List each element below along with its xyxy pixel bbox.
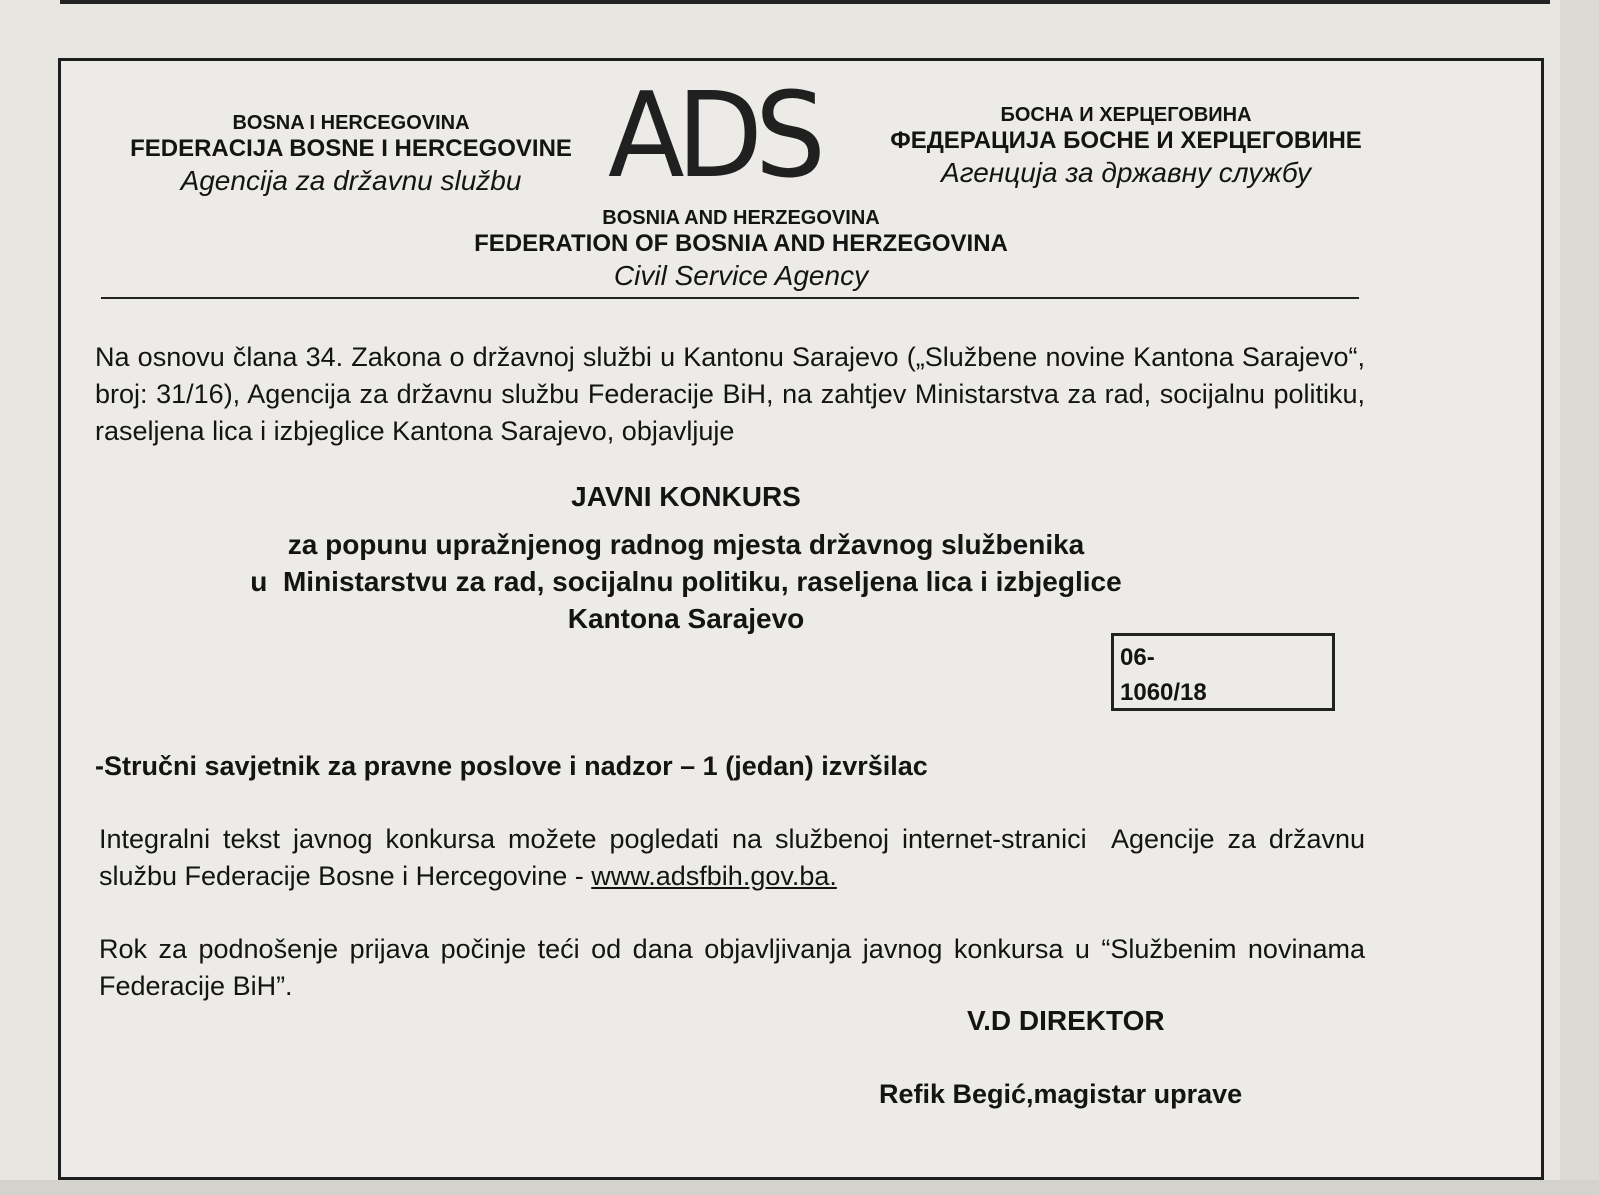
header-divider (101, 297, 1359, 299)
announcement-subtitle (221, 526, 1151, 637)
integral-text: Integralni tekst javnog konkursa možete pogledati na službenoj internet-stranici Agencije za državnu službu Federacije Bosne i Hercegovine - (99, 824, 1373, 891)
header-right-federation: ФЕДЕРАЦИЈА БОСНЕ И ХЕРЦЕГОВИНЕ (890, 127, 1362, 154)
header-center-agency: Civil Service Agency (613, 259, 869, 291)
bottom-edge (0, 1180, 1599, 1195)
announcement-box (58, 58, 1544, 1180)
header-center-english (401, 206, 1081, 292)
header-right-cyrillic (861, 103, 1391, 189)
position-title: -Stručni savjetnik za pravne poslove i nadzor – 1 (jedan) izvršilac (95, 751, 928, 781)
intro-paragraph: Na osnovu člana 34. Zakona o državnoj službi u Kantonu Sarajevo („Službene novine Kantona Sarajevo“, broj: 31/16), Agencija za državnu službu Federacije BiH, na zahtjev Ministarstva za rad, socijalnu politiku, raseljena lica i izbjeglice Kantona Sarajevo, objavljuje (95, 342, 1365, 446)
reference-line-2: 1060/18 (1120, 679, 1207, 706)
header-center-country: BOSNIA AND HERZEGOVINA (602, 207, 880, 229)
header-left-federation: FEDERACIJA BOSNE I HERCEGOVINE (130, 135, 572, 162)
signature-name: Refik Begić,magistar uprave (879, 1079, 1243, 1109)
adjacent-newspaper-column (1560, 0, 1599, 1195)
announcement-line-2: u Ministarstvu za rad, socijalnu politiku, raseljena lica i izbjeglice (250, 566, 1122, 597)
reference-line-1: 06- (1120, 644, 1155, 671)
header-right-country: БОСНА И ХЕРЦЕГОВИНА (1000, 104, 1252, 126)
reference-number-box (1111, 633, 1335, 711)
announcement-heading: JAVNI KONKURS (571, 481, 801, 512)
integral-text-paragraph (99, 821, 1373, 895)
top-edge-rule (60, 0, 1550, 4)
announcement-line-1: za popunu upražnjenog radnog mjesta državnog službenika (287, 529, 1085, 560)
ads-logo: ADS (608, 67, 818, 205)
announcement-line-3: Kantona Sarajevo (567, 603, 805, 634)
header-left-latin (121, 111, 581, 197)
signature-title: V.D DIREKTOR (967, 1005, 1165, 1036)
header-right-agency: Агенција за државну службу (941, 156, 1311, 188)
header-left-country: BOSNA I HERCEGOVINA (232, 112, 470, 134)
deadline-paragraph: Rok za podnošenje prijava počinje teći od dana objavljivanja javnog konkursa u “Službenim novinama Federacije BiH”. (99, 934, 1365, 1001)
header-center-federation: FEDERATION OF BOSNIA AND HERZEGOVINA (474, 230, 1008, 257)
header-left-agency: Agencija za državnu službu (180, 164, 522, 196)
agency-website-link[interactable]: www.adsfbih.gov.ba. (591, 861, 837, 891)
